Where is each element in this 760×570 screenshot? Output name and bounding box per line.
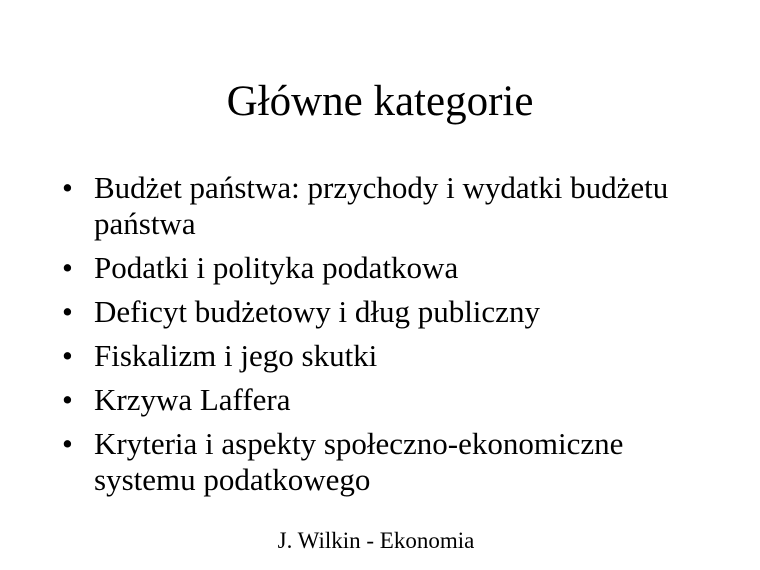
bullet-list <box>62 170 722 506</box>
bullet-icon: • <box>62 338 73 373</box>
bullet-text: Podatki i polityka podatkowa <box>94 250 459 285</box>
bullet-icon: • <box>62 382 73 417</box>
bullet-item <box>62 382 722 418</box>
bullet-text: Budżet państwa: przychody i wydatki budżetu państwa <box>94 170 669 241</box>
bullet-item <box>62 426 722 498</box>
slide-footer: J. Wilkin - Ekonomia <box>277 528 475 553</box>
bullet-text: Deficyt budżetowy i dług publiczny <box>94 294 540 329</box>
bullet-text: Krzywa Laffera <box>94 382 291 417</box>
bullet-text: Kryteria i aspekty społeczno-ekonomiczne systemu podatkowego <box>94 426 624 497</box>
bullet-item <box>62 250 722 286</box>
bullet-item <box>62 294 722 330</box>
bullet-icon: • <box>62 170 73 205</box>
bullet-item <box>62 170 722 242</box>
bullet-item <box>62 338 722 374</box>
slide-title: Główne kategorie <box>226 78 534 125</box>
bullet-text: Fiskalizm i jego skutki <box>94 338 378 373</box>
bullet-icon: • <box>62 250 73 285</box>
bullet-icon: • <box>62 426 73 461</box>
bullet-icon: • <box>62 294 73 329</box>
